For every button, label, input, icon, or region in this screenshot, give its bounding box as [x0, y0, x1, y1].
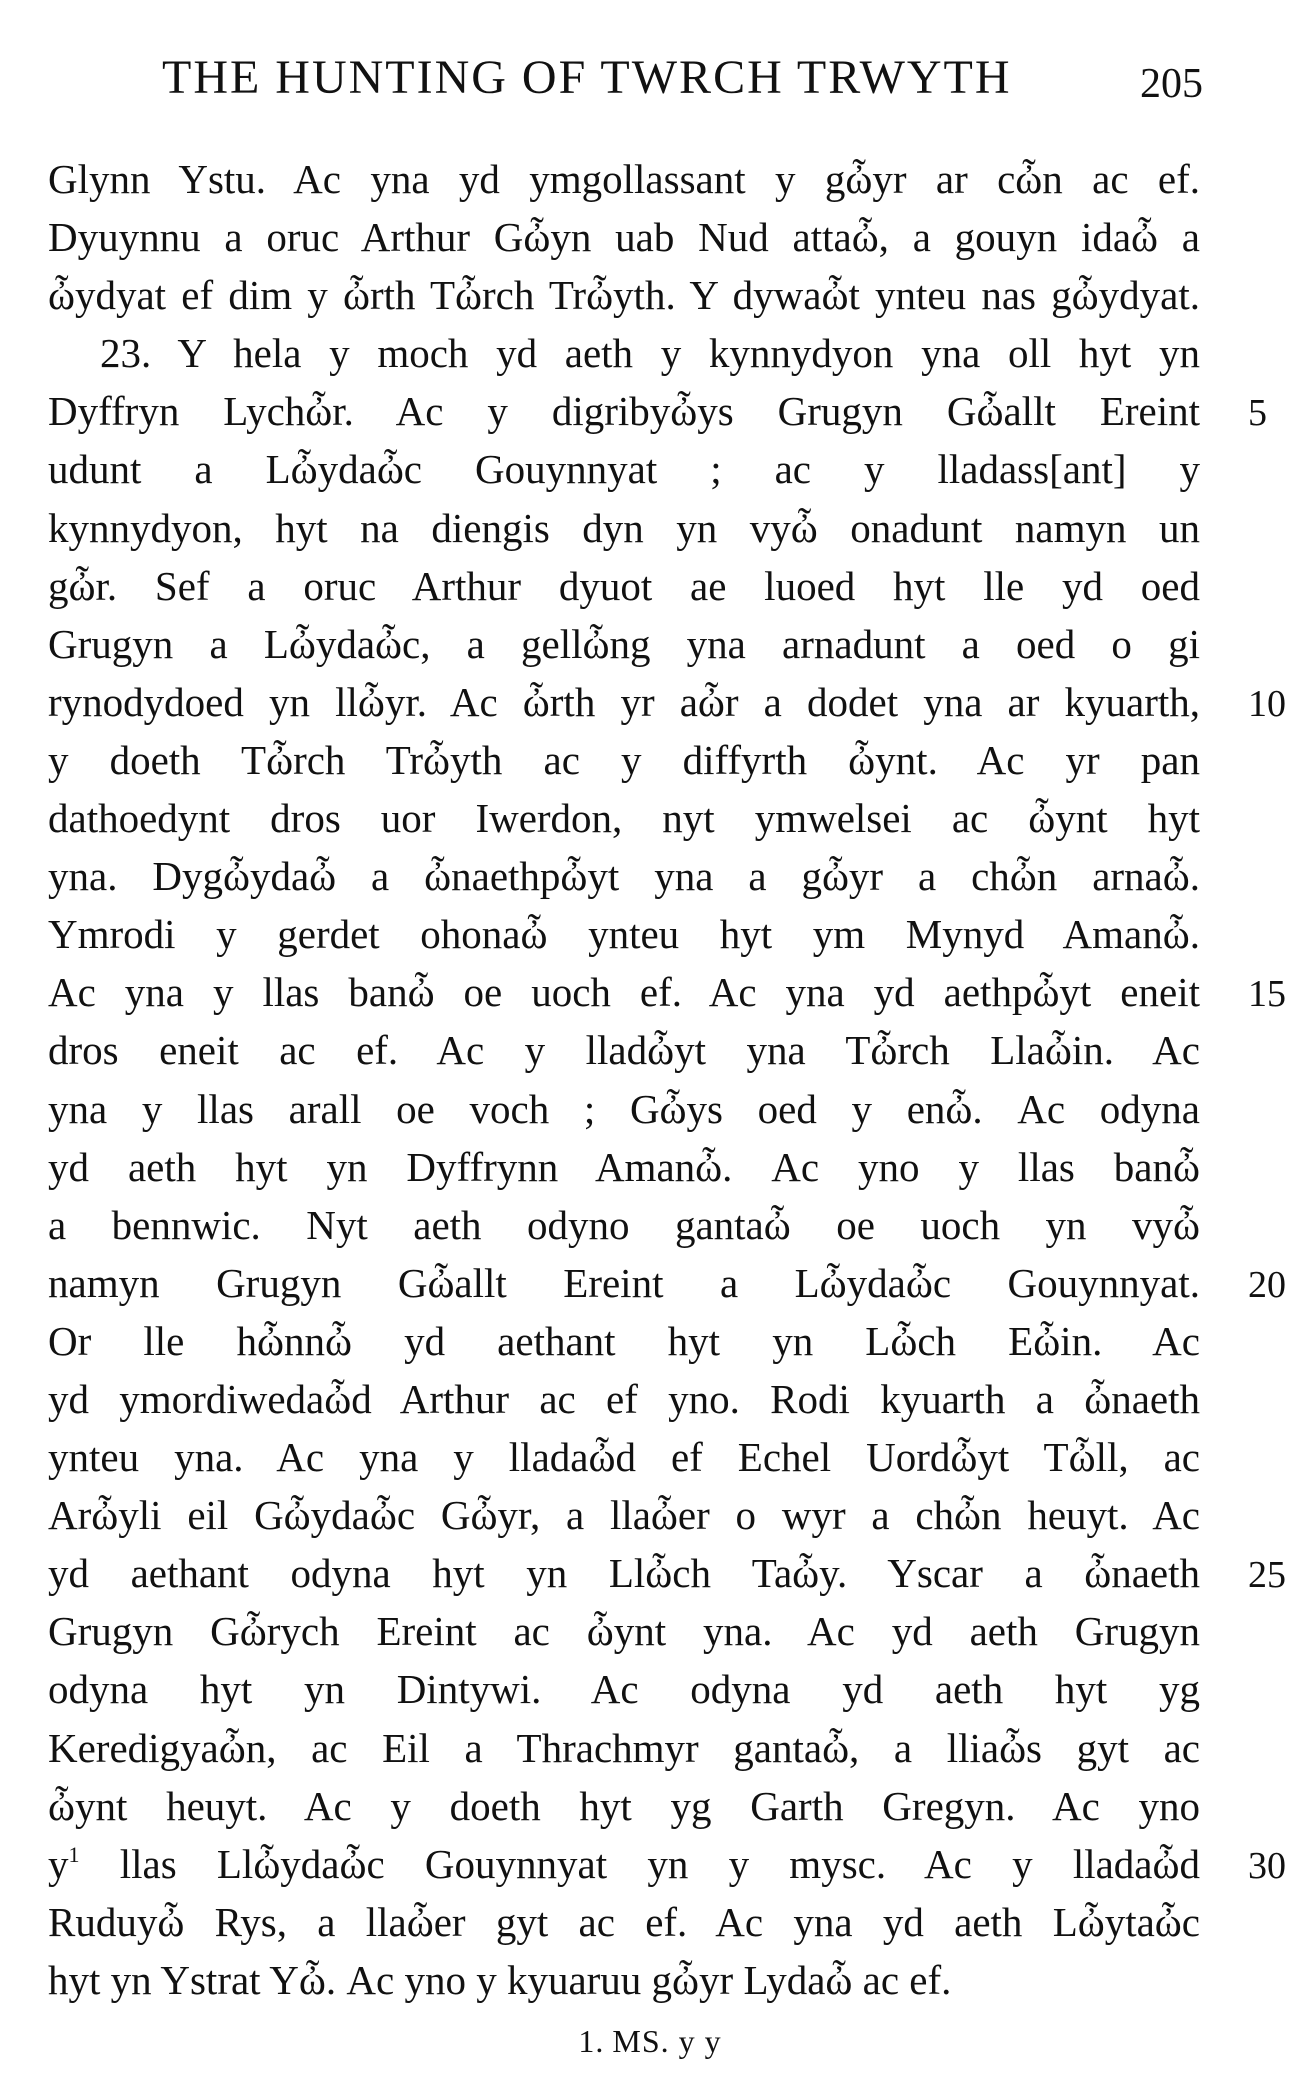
text-line: [48, 1021, 1298, 1079]
line-text: yna. Dygὦydaὦ a ὦnaethpὦyt yna a gὦyr a chὦn arnaὦ.: [48, 853, 1200, 900]
line-text: dros eneit ac ef. Ac y lladὦyt yna Tὦrch Llaὦin. Ac: [48, 1027, 1200, 1074]
text-line: [48, 615, 1298, 673]
line-number: 20: [1248, 1263, 1286, 1306]
line-text: yd ymordiwedaὦd Arthur ac ef yno. Rodi kyuarth a ὦnaeth: [48, 1375, 1200, 1422]
line-text: gὦr. Sef a oruc Arthur dyuot ae luoed hyt lle yd oed: [48, 562, 1200, 609]
line-text: udunt a Lὦydaὦc Gouynnyat ; ac y lladass[ant] y: [48, 446, 1200, 493]
line-text: 23. Y hela y moch yd aeth y kynnydyon yna oll hyt yn: [100, 330, 1200, 377]
text-line: [48, 1951, 1298, 2009]
text-line: [48, 557, 1298, 615]
line-text: odyna hyt yn Dintywi. Ac odyna yd aeth hyt yg: [48, 1666, 1200, 1713]
line-number: 30: [1248, 1844, 1286, 1887]
running-title: THE HUNTING OF TWRCH TRWYTH: [162, 51, 1012, 104]
line-text: [48, 1835, 1200, 1893]
text-line: [48, 789, 1298, 847]
text-line: [48, 1602, 1298, 1660]
text-line: [48, 150, 1298, 208]
text-line: [48, 1660, 1298, 1718]
text-line: [48, 673, 1298, 731]
text-line: [48, 731, 1298, 789]
line-text-end: llas Llὦydaὦc Gouynnyat yn y mysc. Ac y lladaὦd: [79, 1840, 1200, 1887]
line-text: Ruduyὦ Rys, a llaὦer gyt ac ef. Ac yna yd aeth Lὦytaὦc: [48, 1898, 1200, 1945]
line-text: dathoedynt dros uor Iwerdon, nyt ymwelsei ac ὦynt hyt: [48, 795, 1200, 842]
text-line: [48, 1138, 1298, 1196]
text-line: [48, 1254, 1298, 1312]
line-text: namyn Grugyn Gὦallt Ereint a Lὦydaὦc Gouynnyat.: [48, 1259, 1200, 1306]
line-text: ὦydyat ef dim y ὦrth Tὦrch Trὦyth. Y dywaὦt ynteu nas gὦydyat.: [48, 272, 1200, 319]
text-line: [48, 1835, 1298, 1893]
line-text: hyt yn Ystrat Yὦ. Ac yno y kyuaruu gὦyr Lydaὦ ac ef.: [48, 1956, 952, 2003]
footnote-reference: 1: [68, 1841, 80, 1867]
text-line: [48, 963, 1298, 1021]
line-number: 10: [1248, 682, 1286, 725]
text-line: [48, 1893, 1298, 1951]
line-text: rynodydoed yn llὦyr. Ac ὦrth yr aὦr a dodet yna ar kyuarth,: [48, 678, 1200, 725]
footnote-marker: 1.: [578, 2023, 605, 2059]
text-line: [48, 324, 1298, 382]
line-text: Arὦyli eil Gὦydaὦc Gὦyr, a llaὦer o wyr a chὦn heuyt. Ac: [48, 1492, 1200, 1539]
line-text: a bennwic. Nyt aeth odyno gantaὦ oe uoch yn vyὦ: [48, 1201, 1200, 1248]
text-line: [48, 440, 1298, 498]
text-line: [48, 1544, 1298, 1602]
line-text: Keredigyaὦn, ac Eil a Thrachmyr gantaὦ, a lliaὦs gyt ac: [48, 1724, 1200, 1771]
text-line: [48, 382, 1298, 440]
line-text: Dyffryn Lychὦr. Ac y digribyὦys Grugyn Gὦallt Ereint: [48, 388, 1200, 435]
line-text: kynnydyon, hyt na diengis dyn yn vyὦ onadunt namyn un: [48, 504, 1200, 551]
page-header: [0, 50, 1300, 110]
line-text: yd aeth hyt yn Dyffrynn Amanὦ. Ac yno y llas banὦ: [48, 1143, 1200, 1190]
line-number: 15: [1248, 973, 1286, 1016]
text-line: [48, 1312, 1298, 1370]
line-text: ὦynt heuyt. Ac y doeth hyt yg Garth Gregyn. Ac yno: [48, 1782, 1200, 1829]
line-text: Glynn Ystu. Ac yna yd ymgollassant y gὦyr ar cὦn ac ef.: [48, 156, 1200, 202]
text-line: [48, 1777, 1298, 1835]
line-text: ynteu yna. Ac yna y lladaὦd ef Echel Uordὦyt Tὦll, ac: [48, 1434, 1200, 1481]
text-line: [48, 1196, 1298, 1254]
text-line: [48, 499, 1298, 557]
line-number: 5: [1248, 392, 1267, 435]
body-text: [48, 150, 1298, 2009]
text-line: [48, 266, 1298, 324]
footnote: [0, 2023, 1300, 2060]
line-text: Ac yna y llas banὦ oe uoch ef. Ac yna yd aethpὦyt eneit: [48, 969, 1200, 1016]
text-line: [48, 1080, 1298, 1138]
line-text: Ymrodi y gerdet ohonaὦ ynteu hyt ym Mynyd Amanὦ.: [48, 911, 1200, 958]
text-line: [48, 847, 1298, 905]
page-number: 205: [1140, 61, 1203, 107]
line-text: Grugyn Gὦrych Ereint ac ὦynt yna. Ac yd aeth Grugyn: [48, 1608, 1200, 1655]
footnote-text: MS. y y: [612, 2023, 722, 2059]
text-line: [48, 208, 1298, 266]
text-line: [48, 905, 1298, 963]
text-line: [48, 1486, 1298, 1544]
line-text: yd aethant odyna hyt yn Llὦch Taὦy. Yscar a ὦnaeth: [48, 1550, 1200, 1597]
line-text-start: y: [48, 1840, 69, 1887]
line-text: Or lle hὦnnὦ yd aethant hyt yn Lὦch Eὦin. Ac: [48, 1317, 1200, 1364]
line-text: Grugyn a Lὦydaὦc, a gellὦng yna arnadunt a oed o gi: [48, 620, 1200, 667]
line-text: yna y llas arall oe voch ; Gὦys oed y enὦ. Ac odyna: [48, 1085, 1200, 1132]
text-line: [48, 1719, 1298, 1777]
line-text: y doeth Tὦrch Trὦyth ac y diffyrth ὦynt. Ac yr pan: [48, 736, 1200, 783]
line-number: 25: [1248, 1554, 1286, 1597]
text-line: [48, 1370, 1298, 1428]
line-text: Dyuynnu a oruc Arthur Gὦyn uab Nud attaὦ, a gouyn idaὦ a: [48, 214, 1200, 261]
text-line: [48, 1428, 1298, 1486]
